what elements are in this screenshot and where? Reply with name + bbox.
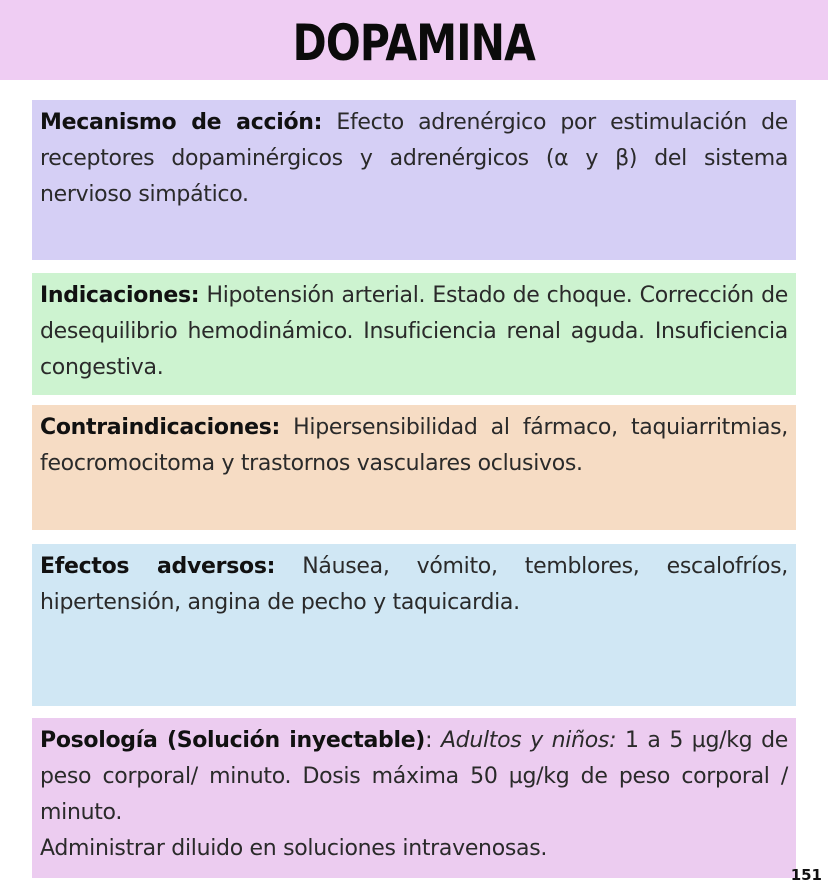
indicaciones-paragraph [40,278,788,386]
page-number: 151 [790,866,822,884]
posologia-section [32,718,796,878]
efectos-adversos-section [32,544,796,706]
contraindicaciones-text: Hipersensibilidad al fármaco, taquiarritmias, feocromocitoma y trastornos vasculares oclusivos. [40,415,788,476]
indicaciones-text: Hipotensión arterial. Estado de choque. Corrección de desequilibrio hemodinámico. Insuficiencia renal aguda. Insuficiencia congestiva. [40,283,788,380]
title-banner [0,0,828,80]
mecanismo-section [32,100,796,260]
mecanismo-label: Mecanismo de acción: [40,110,323,135]
efectos-paragraph [40,549,788,621]
mecanismo-text: Efecto adrenérgico por estimulación de receptores dopaminérgicos y adrenérgicos (α y β) del sistema nervioso simpático. [40,110,788,207]
posologia-colon: : [425,728,441,753]
posologia-paragraph [40,723,788,831]
contraindicaciones-label: Contraindicaciones: [40,415,280,440]
efectos-label: Efectos adversos: [40,554,276,579]
contraindicaciones-paragraph [40,410,788,482]
mecanismo-paragraph [40,105,788,213]
page-title: DOPAMINA [292,14,536,72]
posologia-note: Administrar diluido en soluciones intravenosas. [40,836,548,861]
indicaciones-label: Indicaciones: [40,283,200,308]
efectos-text: Náusea, vómito, temblores, escalofríos, hipertensión, angina de pecho y taquicardia. [40,554,788,615]
posologia-text: 1 a 5 µg/kg de peso corporal/ minuto. Dosis máxima 50 µg/kg de peso corporal / minuto. [40,728,788,825]
indicaciones-section [32,273,796,395]
posologia-italic: Adultos y niños: [440,728,617,753]
contraindicaciones-section [32,405,796,530]
posologia-label: Posología (Solución inyectable) [40,728,426,753]
